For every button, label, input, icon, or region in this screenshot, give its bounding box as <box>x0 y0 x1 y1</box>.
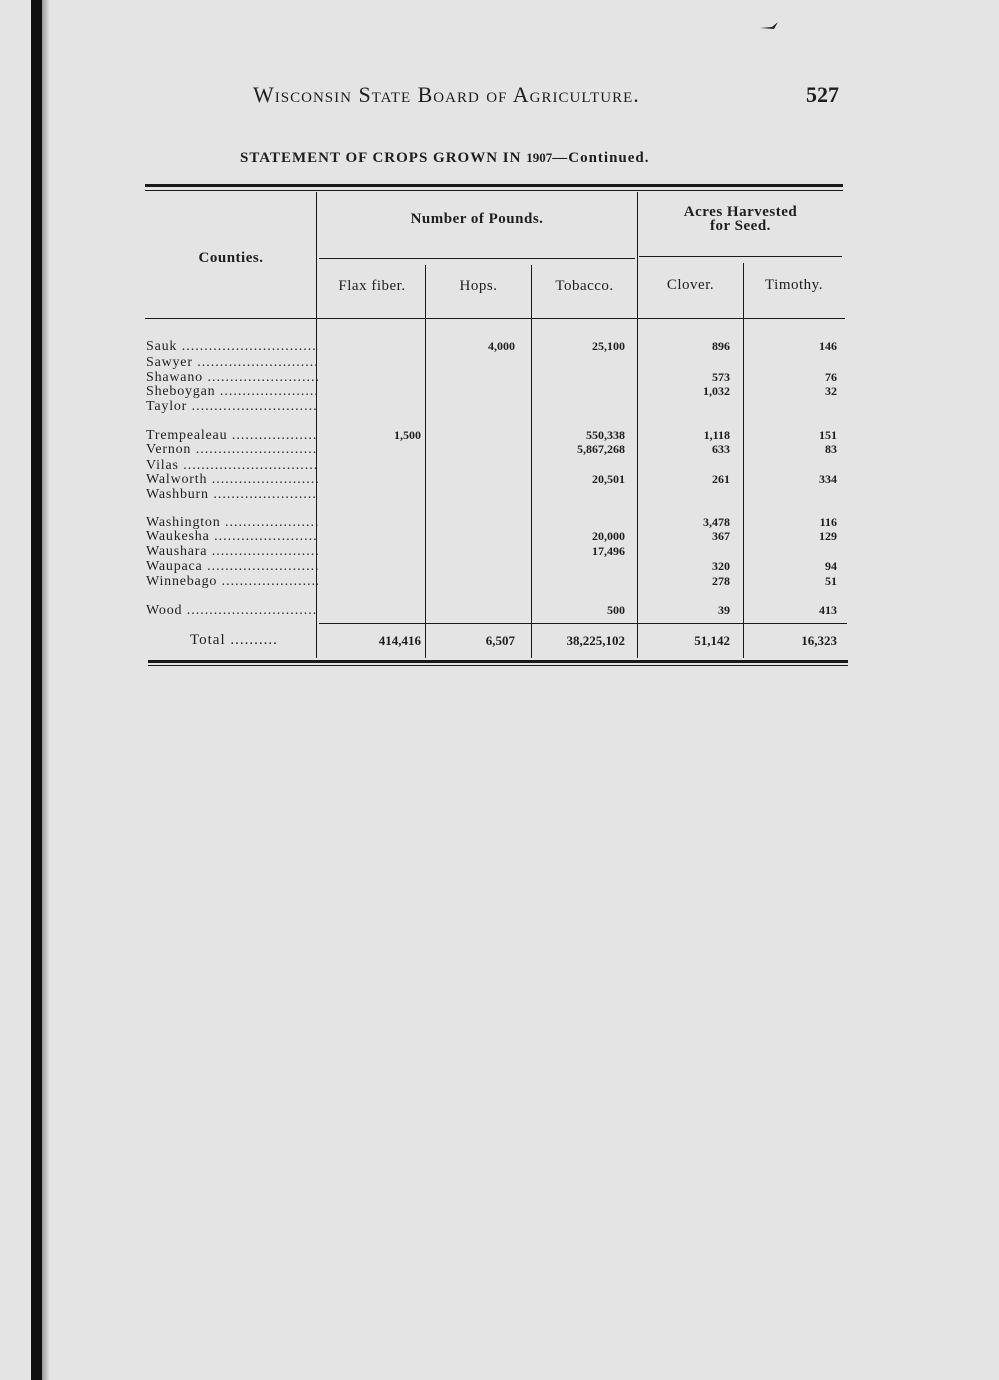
cell-timothy: 32 <box>825 384 837 398</box>
total-hops: 6,507 <box>485 633 515 648</box>
county-name: Trempealeau ..... <box>146 428 318 443</box>
cell-timothy: 51 <box>825 574 837 588</box>
cell-timothy: 146 <box>819 339 837 353</box>
table-row <box>0 472 999 487</box>
cell-tobacco: 20,000 <box>592 529 625 543</box>
cell-timothy: 76 <box>825 370 837 384</box>
cell-tobacco: 20,501 <box>592 472 625 486</box>
table-top-rule-thin <box>145 190 843 191</box>
county-name: Waupaca ..... <box>146 559 318 574</box>
table-row <box>0 529 999 544</box>
cell-timothy: 94 <box>825 559 837 573</box>
cell-clover: 39 <box>718 603 730 617</box>
table-row <box>0 399 999 414</box>
header-counties: Counties. <box>198 250 264 266</box>
cell-tobacco: 17,496 <box>592 544 625 558</box>
county-name: Sauk ..... <box>146 339 318 354</box>
cell-flax: 1,500 <box>394 428 421 442</box>
cell-clover: 896 <box>712 339 730 353</box>
county-name: Wood ..... <box>146 603 318 618</box>
cell-tobacco: 25,100 <box>592 339 625 353</box>
table-bottom-rule <box>148 660 848 663</box>
cell-clover: 1,032 <box>703 384 730 398</box>
table-row <box>0 355 999 370</box>
table-title-main: STATEMENT OF CROPS GROWN IN <box>240 150 522 166</box>
table-row <box>0 458 999 473</box>
group-underline-pounds <box>319 258 635 259</box>
table-row <box>0 442 999 457</box>
cell-timothy: 116 <box>819 515 837 529</box>
table-row <box>0 559 999 574</box>
table-row <box>0 370 999 385</box>
total-label: Total ..... <box>190 633 318 648</box>
header-number-of-pounds: Number of Pounds. <box>410 211 544 227</box>
cell-tobacco: 550,338 <box>586 428 625 442</box>
total-row <box>0 633 999 648</box>
county-name: Vilas ..... <box>146 458 318 473</box>
county-name: Waushara ..... <box>146 544 318 559</box>
table-row <box>0 384 999 399</box>
cell-clover: 573 <box>712 370 730 384</box>
cell-clover: 278 <box>712 574 730 588</box>
table-row <box>0 428 999 443</box>
cell-timothy: 151 <box>819 428 837 442</box>
table-row <box>0 339 999 354</box>
county-name: Sheboygan ..... <box>146 384 318 399</box>
table-row <box>0 574 999 589</box>
table-row <box>0 515 999 530</box>
cell-clover: 633 <box>712 442 730 456</box>
header-for-seed: for Seed. <box>710 218 771 234</box>
page-number: 527 <box>806 82 839 107</box>
county-name: Winnebago ..... <box>146 574 318 589</box>
county-name: Washington ..... <box>146 515 318 530</box>
cell-timothy: 129 <box>819 529 837 543</box>
cell-tobacco: 5,867,268 <box>577 442 625 456</box>
header-hops: Hops. <box>459 278 498 294</box>
county-name: Shawano ..... <box>146 370 318 385</box>
total-tobacco: 38,225,102 <box>566 633 625 648</box>
county-name: Sawyer ..... <box>146 355 318 370</box>
running-head: Wisconsin State Board of Agriculture. <box>253 82 640 107</box>
cell-clover: 3,478 <box>703 515 730 529</box>
county-name: Waukesha ..... <box>146 529 318 544</box>
group-underline-acres <box>639 256 842 257</box>
cell-tobacco: 500 <box>607 603 625 617</box>
total-timothy: 16,323 <box>801 633 837 648</box>
table-top-rule <box>145 184 843 187</box>
table-title-year: 1907 <box>526 150 553 165</box>
cell-hops: 4,000 <box>488 339 515 353</box>
table-row <box>0 603 999 618</box>
total-clover: 51,142 <box>694 633 730 648</box>
total-separator-rule <box>319 623 847 624</box>
total-flax: 414,416 <box>378 633 421 648</box>
table-bottom-rule-thin <box>148 665 848 666</box>
cell-clover: 367 <box>712 529 730 543</box>
cell-timothy: 83 <box>825 442 837 456</box>
county-name: Vernon ..... <box>146 442 318 457</box>
cell-clover: 320 <box>712 559 730 573</box>
cell-clover: 261 <box>712 472 730 486</box>
header-clover: Clover. <box>666 277 715 293</box>
cell-clover: 1,118 <box>703 428 730 442</box>
county-name: Walworth ..... <box>146 472 318 487</box>
header-flax-fiber: Flax fiber. <box>338 278 406 294</box>
table-title-suffix: —Continued. <box>552 150 650 166</box>
header-acres-harvested: Acres Harvested <box>683 204 798 220</box>
county-name: Taylor ..... <box>146 399 318 414</box>
table-row <box>0 544 999 559</box>
table-row <box>0 487 999 502</box>
cell-timothy: 413 <box>819 603 837 617</box>
header-tobacco: Tobacco. <box>555 278 614 294</box>
cell-timothy: 334 <box>819 472 837 486</box>
header-timothy: Timothy. <box>765 277 823 293</box>
county-name: Washburn ..... <box>146 487 318 502</box>
header-bottom-rule <box>145 318 845 319</box>
